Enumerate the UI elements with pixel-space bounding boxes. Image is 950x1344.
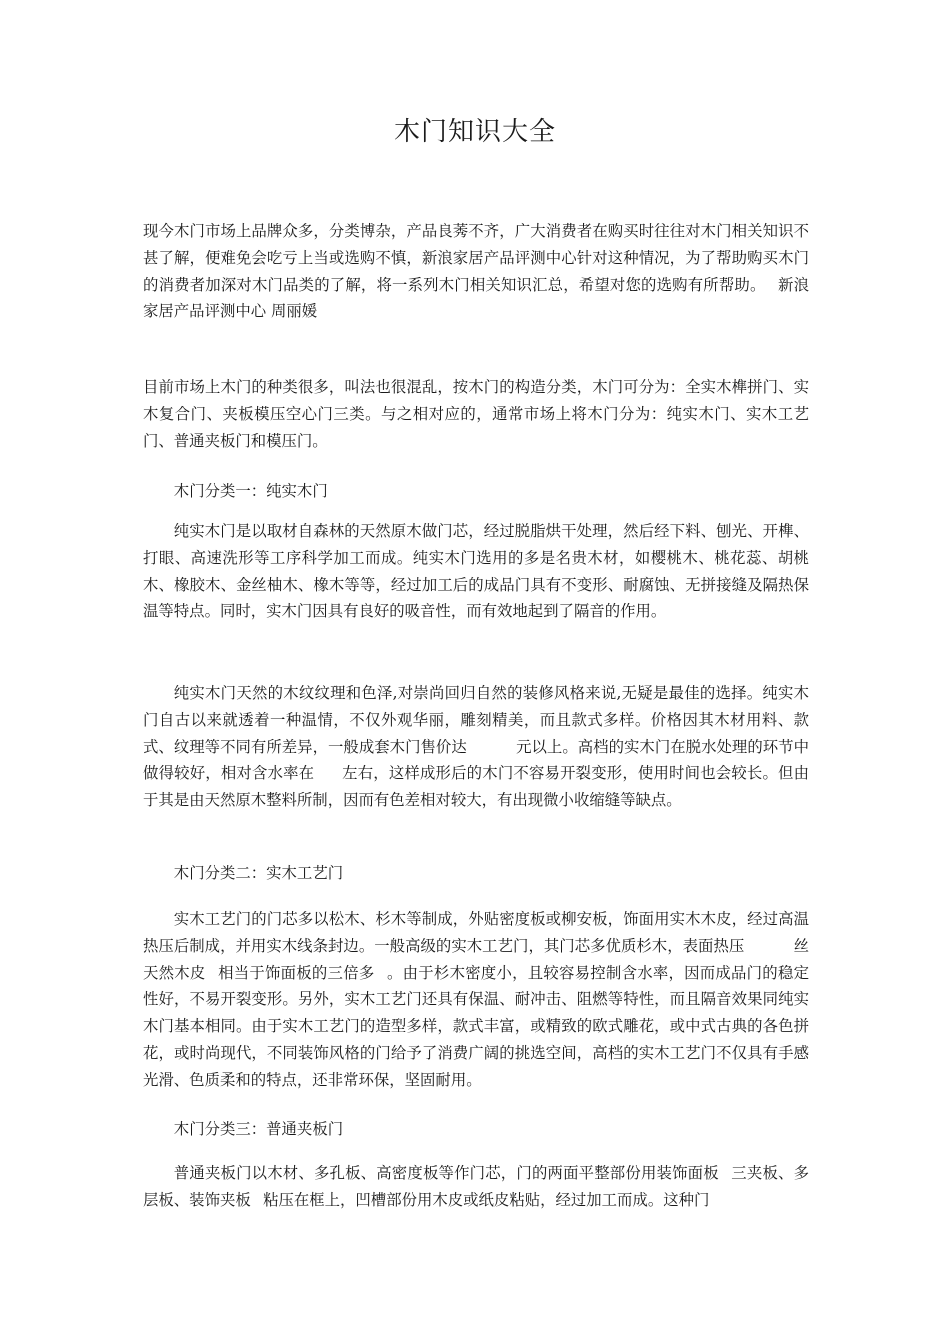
section-heading-plywood-door: 木门分类三：普通夹板门 (173, 1120, 344, 1138)
section-craft-door-paragraph-1 (143, 906, 809, 1094)
text-run: 丝天然木皮 (143, 936, 809, 982)
text-run: 实木工艺门的门芯多以松木、杉木等制成，外贴密度板或柳安板，饰面用实木木皮，经过高温热压后制成，并用实木线条封边。一般高级的实木工艺门，其门芯多优质杉木，表面热压 (143, 910, 809, 955)
text-run: 相当于饰面板的三倍多 (217, 963, 375, 982)
page-title: 木门知识大全 (393, 117, 556, 147)
section-solid-wood-paragraph-1: 纯实木门是以取材自森林的天然原木做门芯，经过脱脂烘干处理，然后经下料、刨光、开榫、打眼、高速洗形等工序科学加工而成。纯实木门选用的多是名贵木材，如樱桃木、桃花蕊、胡桃木、橡胶木、金丝柚木、橡木等等，经过加工后的成品门具有不变形、耐腐蚀、无拼接缝及隔热保温等特点。同时，实木门因具有良好的吸音性，而有效地起到了隔音的作用。 (143, 522, 809, 621)
intro-text: 现今木门市场上品牌众多，分类博杂，产品良莠不齐，广大消费者在购买时往往对木门相关知识不甚了解，便难免会吃亏上当或选购不慎，新浪家居产品评测中心针对这种情况，为了帮助购买木门的消费者加深对木门品类的了解，将一系列木门相关知识汇总，希望对您的选购有所帮助。 (143, 222, 809, 294)
text-run: 。由于杉木密度小，且较容易控制含水率，因而成品门的稳定性好，不易开裂变形。另外，实木工艺门还具有保温、耐冲击、阻燃等特性，而且隔音效果同纯实木门基本相同。由于实木工艺门的造型多样，款式丰富，或精致的欧式雕花，或中式古典的各色拼花，或时尚现代，不同装饰风格的门给予了消费广阔的挑选空间，高档的实木工艺门不仅具有手感光滑、色质柔和的特点，还非常环保，坚固耐用。 (143, 963, 809, 1089)
text-run: 元以上。高档的实木门在脱水处理的环节中做得较好，相对含水率在 (143, 737, 809, 783)
intro-paragraph (143, 218, 809, 325)
text-run: 粘压在框上，凹槽部份用木皮或纸皮粘贴，经过加工而成。这种门 (263, 1190, 710, 1209)
text-run: 左右，这样成形后的木门不容易开裂变形，使用时间也会较长。但由于其是由天然原木整料所制，因而有色差相对较大，有出现微小收缩缝等缺点。 (143, 764, 809, 810)
intro-byline: 新浪家居产品评测中心 周丽媛 (143, 275, 809, 321)
section-solid-wood-paragraph-2 (143, 680, 809, 814)
text-run: 三夹板、多层板、装饰夹板 (143, 1164, 809, 1209)
text-run: 普通夹板门以木材、多孔板、高密度板等作门芯，门的两面平整部份用装饰面板 (173, 1164, 719, 1182)
text-run: 纯实木门天然的木纹纹理和色泽,对崇尚回归自然的装修风格来说,无疑是最佳的选择。纯实木门自古以来就透着一种温情，不仅外观华丽，雕刻精美，而且款式多样。价格因其木材用料、款式、纹理等不同有所差异，一般成套木门售价达 (143, 684, 809, 756)
section-heading-craft-door: 木门分类二：实木工艺门 (173, 864, 344, 882)
section-heading-solid-wood: 木门分类一：纯实木门 (173, 482, 328, 500)
overview-paragraph: 目前市场上木门的种类很多，叫法也很混乱，按木门的构造分类，木门可分为：全实木榫拼门、实木复合门、夹板模压空心门三类。与之相对应的，通常市场上将木门分为：纯实木门、实木工艺门、普通夹板门和模压门。 (143, 378, 809, 450)
section-plywood-door-paragraph-1 (143, 1160, 809, 1214)
